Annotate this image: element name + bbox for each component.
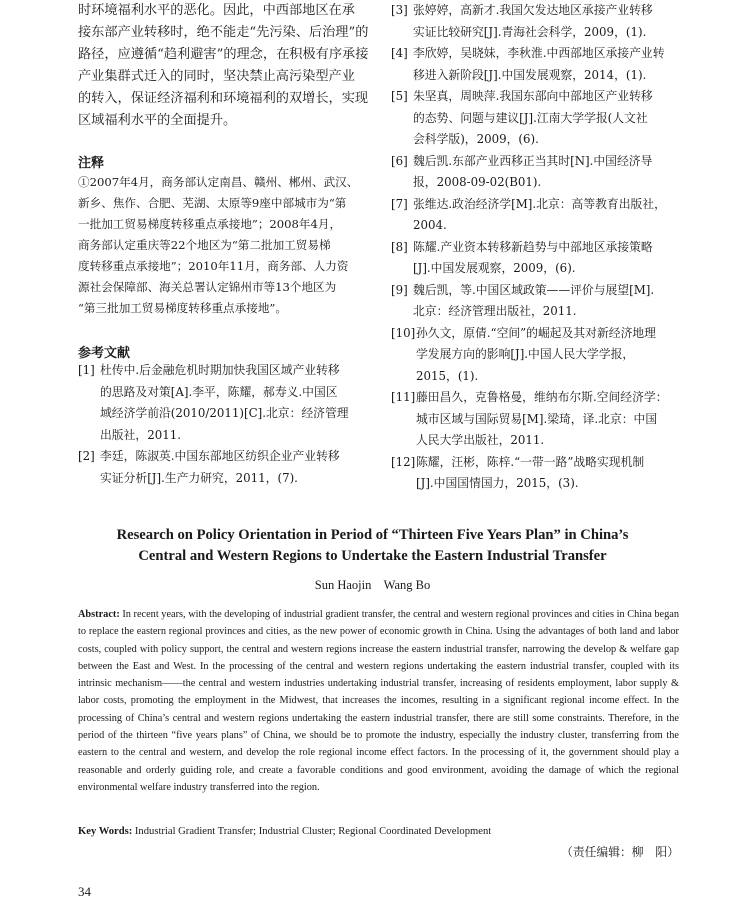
reference-item: [3] 张婷婷，高新才.我国欠发达地区承接产业转移 实证比较研究[J].青海社会科学，2009，(1). [391, 0, 681, 43]
body-line: 时环境福利水平的恶化。因此，中西部地区在承 [78, 3, 355, 18]
reference-number: [8] [391, 239, 408, 254]
abstract-label: Abstract: [78, 609, 120, 620]
right-column [391, 0, 681, 495]
keywords [78, 826, 679, 837]
body-paragraph [78, 0, 370, 132]
reference-number: [11] [391, 390, 416, 404]
note-line: 一批加工贸易梯度转移重点承接地”；2008年4月， [78, 217, 342, 231]
references-heading: 参考文献 [78, 346, 131, 361]
body-line: 接东部产业转移时，绝不能走“先污染、后治理”的 [78, 25, 369, 40]
keywords-text: Industrial Gradient Transfer; Industrial Cluster; Regional Coordinated Development [134, 826, 492, 837]
reference-item: [4] 李欣婷，吴晓妹，李秋淮.中西部地区承接产业转 移进入新阶段[J].中国发展观察，2014，(1). [391, 43, 681, 86]
reference-number: [6] [391, 153, 408, 168]
reference-number: [2] [78, 449, 95, 463]
note-line: 商务部认定重庆等22个地区为“第二批加工贸易梯 [78, 238, 331, 252]
reference-item: [10] 孙久文，原倩.“空间”的崛起及其对新经济地理 学发展方向的影响[J].中国人民大学学报， 2015，(1). [391, 323, 681, 388]
english-title-line: Central and Western Regions to Undertake the Eastern Industrial Transfer [138, 548, 607, 564]
body-line: 的转入，保证经济福利和环境福利的双增长，实现 [78, 91, 369, 106]
reference-number: [7] [391, 196, 408, 211]
abstract [78, 606, 679, 796]
reference-item: [11] 藤田昌久，克鲁格曼，维纳布尔斯.空间经济学： 城市区域与国际贸易[M].梁琦，译.北京：中国 人民大学出版社，2011. [391, 387, 681, 452]
keywords-label: Key Words: [78, 826, 133, 837]
reference-number: [9] [391, 282, 408, 297]
note-line: “第三批加工贸易梯度转移重点承接地”。 [78, 301, 287, 315]
reference-number: [4] [391, 46, 408, 60]
english-title [60, 525, 685, 567]
abstract-text: In recent years, with the developing of industrial gradient transfer, the central and western regional provinces and cities in China began to replace the eastern regional provinces and cities, as the new power of economic growth in China. Using the advantages of both land and labor costs, coupled with policy support, the central and western regions increase the eastern industrial transfer, narrowing the develop & welfare gap between the East and West. In the processing of the central and western regions undertaking the eastern industrial transfer, coupled with its intrinsic mechanism——the central and western industries undertaking industrial transfer, increasing of residents employment, labor supply & labor costs, promoting the employment in the Midwest, that increases the incomes, resulting in a significant regional income effect. In the processing of China’s central and western regions undertaking the eastern industrial transfer, there are still some constraints. Therefore, in the period of the thirteen “five years plans” of China, we should be to promote the industry, especially the industry cluster, transferring from the eastern to the central and western, and develop the role regional income effect factors. In the processing of it, the government should play a reasonable and orderly guiding role, and create a favorable conditions and good environment, avoiding the damage of which the regional environmental welfare industry transferred into the region. [78, 609, 679, 793]
notes-block [78, 172, 370, 319]
reference-item: [5] 朱坚真，周映萍.我国东部向中部地区产业转移 的态势、问题与建议[J].江南大学学报(人文社 会科学版)，2009，(6). [391, 86, 681, 151]
reference-number: [5] [391, 89, 408, 103]
reference-item: [9] 魏后凯，等.中国区域政策——评价与展望[M]. 北京：经济管理出版社，2011. [391, 280, 681, 323]
authors: Sun Haojin Wang Bo [314, 578, 431, 592]
reference-item: [12] 陈耀，汪彬，陈梓.“一带一路”战略实现机制 [J].中国国情国力，2015，(3). [391, 452, 681, 495]
reference-item: [1] 杜传中.后金融危机时期加快我国区域产业转移 的思路及对策[A].李平，陈耀，郝寿义.中国区 域经济学前沿(2010/2011)[C].北京：经济管理 出版社，2011. [78, 360, 370, 446]
note-line: ①2007年4月，商务部认定南昌、赣州、郴州、武汉、 [78, 175, 359, 189]
notes-heading: 注释 [78, 156, 105, 171]
note-line: 度转移重点承接地”；2010年11月，商务部、人力资 [78, 259, 349, 273]
page-number: 34 [78, 884, 91, 899]
english-title-line: Research on Policy Orientation in Period of “Thirteen Five Years Plan” in China’s [116, 527, 629, 543]
body-line: 路径，应遵循“趋利避害”的理念，在积极有序承接 [78, 47, 369, 62]
reference-list [78, 360, 370, 489]
note-line: 源社会保障部、海关总署认定锦州市等13个地区为 [78, 280, 337, 294]
reference-number: [1] [78, 363, 95, 377]
reference-number: [12] [391, 454, 416, 469]
reference-number: [10] [391, 325, 416, 340]
note-line: 新乡、焦作、合肥、芜湖、太原等9座中部城市为“第 [78, 196, 347, 210]
reference-item: [8] 陈耀.产业资本转移新趋势与中部地区承接策略 [J].中国发展观察，2009，(6). [391, 237, 681, 280]
reference-item: [7] 张维达.政治经济学[M].北京：高等教育出版社， 2004. [391, 194, 681, 237]
reference-item: [2] 李廷，陈淑英.中国东部地区纺织企业产业转移 实证分析[J].生产力研究，2011，(7). [78, 446, 370, 489]
reference-item: [6] 魏后凯.东部产业西移正当其时[N].中国经济导 报，2008-09-02(B01). [391, 151, 681, 194]
editor-note: （责任编辑：柳 阳） [561, 845, 679, 859]
body-line: 产业集群式迁入的同时，坚决禁止高污染型产业 [78, 69, 355, 84]
reference-number: [3] [391, 3, 408, 17]
body-line: 区域福利水平的全面提升。 [78, 113, 237, 128]
